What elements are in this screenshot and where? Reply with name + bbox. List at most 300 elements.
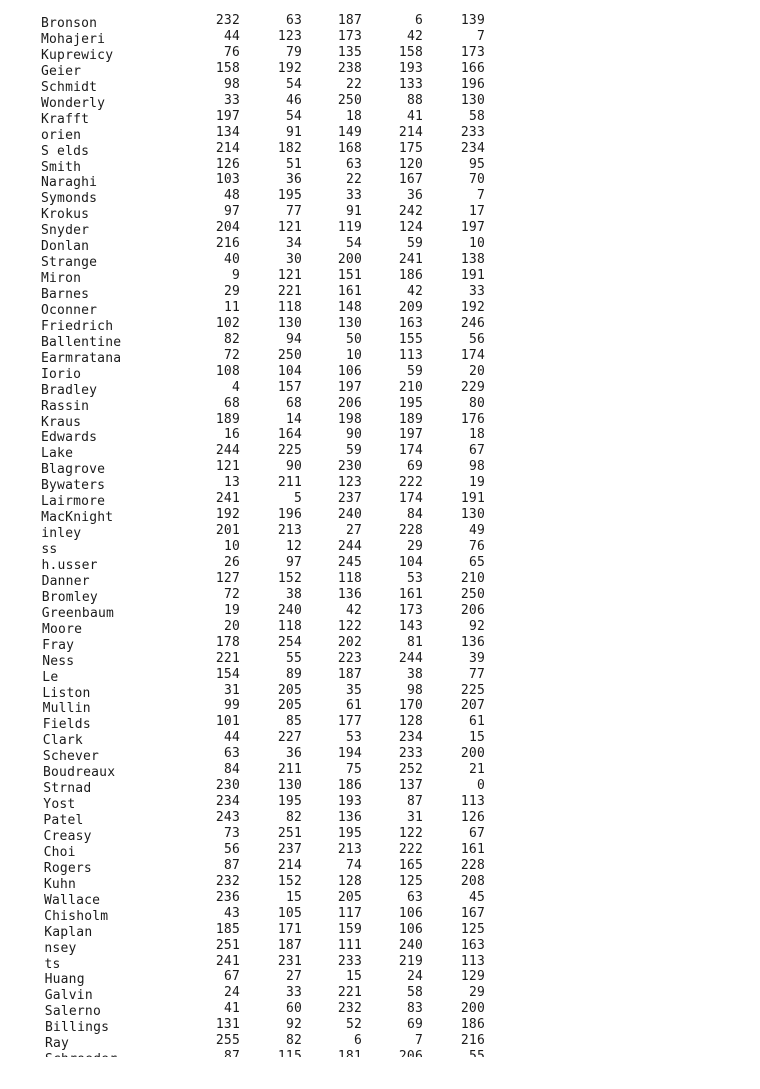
surname-cell: Strnad bbox=[43, 781, 92, 797]
surname-cell: Lairmore bbox=[41, 494, 106, 510]
surname-cell: Choi bbox=[43, 844, 76, 860]
value-cell-1: 16 bbox=[223, 427, 240, 443]
value-cell-5: 163 bbox=[460, 937, 485, 953]
value-cell-4: 167 bbox=[398, 172, 423, 188]
table-row bbox=[0, 969, 760, 988]
value-cell-5: 208 bbox=[460, 873, 485, 889]
table-row bbox=[0, 364, 760, 380]
value-cell-1: 236 bbox=[215, 889, 240, 905]
surname-cell: Kraus bbox=[41, 414, 82, 430]
value-cell-2: 130 bbox=[277, 778, 302, 794]
value-cell-5: 246 bbox=[460, 315, 485, 331]
value-cell-2: 15 bbox=[285, 889, 302, 905]
value-cell-5: 200 bbox=[460, 1001, 485, 1017]
value-cell-3: 206 bbox=[337, 395, 362, 411]
value-cell-3: 232 bbox=[337, 1001, 362, 1017]
value-cell-1: 73 bbox=[223, 825, 240, 841]
table-row bbox=[0, 1017, 760, 1036]
surname-cell: nsey bbox=[44, 940, 77, 956]
table-row bbox=[0, 667, 760, 683]
value-cell-4: 161 bbox=[398, 586, 423, 602]
value-cell-3: 223 bbox=[337, 650, 362, 666]
value-cell-4: 174 bbox=[398, 491, 423, 507]
table-row bbox=[0, 109, 760, 125]
surname-cell: Donlan bbox=[41, 239, 90, 255]
surname-cell: Bradley bbox=[41, 382, 98, 398]
value-cell-1: 48 bbox=[223, 188, 240, 204]
value-cell-4: 69 bbox=[406, 459, 423, 475]
value-cell-2: 33 bbox=[285, 985, 302, 1001]
value-cell-2: 60 bbox=[285, 1001, 302, 1017]
value-cell-2: 104 bbox=[277, 363, 302, 379]
value-cell-5: 196 bbox=[460, 76, 485, 92]
value-cell-2: 92 bbox=[285, 1017, 302, 1033]
value-cell-2: 91 bbox=[285, 124, 302, 140]
value-cell-1: 4 bbox=[231, 379, 240, 395]
value-cell-1: 10 bbox=[223, 539, 240, 554]
surname-cell: Geier bbox=[41, 63, 82, 79]
value-cell-3: 91 bbox=[345, 204, 362, 220]
value-cell-1: 97 bbox=[223, 204, 240, 220]
value-cell-5: 15 bbox=[468, 730, 485, 746]
value-cell-1: 87 bbox=[223, 857, 240, 873]
value-cell-2: 55 bbox=[285, 650, 302, 666]
value-cell-1: 244 bbox=[215, 443, 240, 459]
value-cell-1: 19 bbox=[223, 602, 240, 618]
value-cell-2: 227 bbox=[277, 730, 302, 746]
value-cell-4: 83 bbox=[406, 1001, 423, 1017]
value-cell-1: 26 bbox=[223, 555, 240, 570]
surname-cell: Yost bbox=[43, 797, 76, 813]
value-cell-4: 98 bbox=[406, 682, 423, 698]
value-cell-5: 210 bbox=[460, 570, 485, 586]
value-cell-4: 197 bbox=[398, 427, 423, 443]
value-cell-5: 250 bbox=[460, 586, 485, 602]
table-row bbox=[0, 77, 760, 93]
value-cell-3: 18 bbox=[345, 108, 362, 124]
surname-cell: ts bbox=[44, 956, 61, 972]
surname-cell: Barnes bbox=[41, 287, 90, 302]
table-row bbox=[0, 125, 760, 141]
value-cell-3: 90 bbox=[345, 427, 362, 443]
value-cell-5: 95 bbox=[468, 156, 485, 172]
value-cell-5: 21 bbox=[468, 762, 485, 778]
value-cell-1: 255 bbox=[215, 1033, 240, 1049]
value-cell-3: 136 bbox=[337, 586, 362, 602]
value-cell-4: 209 bbox=[398, 299, 423, 315]
value-cell-3: 130 bbox=[337, 315, 362, 331]
value-cell-2: 192 bbox=[277, 60, 302, 76]
surname-cell: Boudreaux bbox=[43, 765, 116, 781]
value-cell-4: 186 bbox=[398, 268, 423, 283]
value-cell-2: 211 bbox=[277, 475, 302, 491]
value-cell-5: 216 bbox=[460, 1033, 485, 1049]
value-cell-1: 243 bbox=[215, 810, 240, 825]
value-cell-5: 20 bbox=[468, 363, 485, 379]
surname-cell: Naraghi bbox=[41, 175, 98, 191]
surname-cell: ss bbox=[41, 542, 58, 557]
table-row bbox=[0, 316, 760, 332]
value-cell-5: 129 bbox=[460, 969, 485, 985]
value-cell-2: 38 bbox=[285, 586, 302, 602]
value-cell-5: 126 bbox=[460, 810, 485, 825]
table-row bbox=[0, 396, 760, 412]
value-cell-1: 84 bbox=[223, 762, 240, 778]
value-cell-1: 241 bbox=[215, 953, 240, 969]
value-cell-3: 205 bbox=[337, 889, 362, 905]
table-row bbox=[0, 459, 760, 478]
value-cell-3: 128 bbox=[337, 873, 362, 889]
value-cell-1: 126 bbox=[215, 156, 240, 172]
value-cell-1: 108 bbox=[215, 363, 240, 379]
value-cell-2: 46 bbox=[285, 92, 302, 108]
value-cell-1: 232 bbox=[215, 873, 240, 889]
value-cell-2: 54 bbox=[285, 108, 302, 124]
table-row bbox=[0, 714, 760, 733]
value-cell-3: 74 bbox=[345, 857, 362, 873]
value-cell-2: 164 bbox=[277, 427, 302, 443]
value-cell-3: 151 bbox=[337, 268, 362, 283]
value-cell-4: 170 bbox=[398, 698, 423, 714]
value-cell-1: 29 bbox=[223, 284, 240, 299]
table-row bbox=[0, 858, 760, 874]
table-row bbox=[0, 810, 760, 826]
surname-cell: Schmidt bbox=[41, 79, 98, 95]
value-cell-4: 42 bbox=[406, 284, 423, 299]
value-cell-4: 29 bbox=[406, 539, 423, 554]
value-cell-4: 233 bbox=[398, 746, 423, 762]
value-cell-3: 245 bbox=[337, 555, 362, 570]
value-cell-2: 89 bbox=[285, 666, 302, 682]
value-cell-5: 176 bbox=[460, 411, 485, 427]
value-cell-2: 118 bbox=[277, 299, 302, 315]
table-row bbox=[0, 762, 760, 781]
value-cell-2: 54 bbox=[285, 76, 302, 92]
surname-cell: Liston bbox=[42, 685, 91, 701]
value-cell-1: 13 bbox=[223, 475, 240, 491]
value-cell-4: 234 bbox=[398, 730, 423, 746]
table-row bbox=[0, 380, 760, 396]
table-row bbox=[0, 587, 760, 603]
value-cell-5: 191 bbox=[460, 268, 485, 283]
value-cell-2: 36 bbox=[285, 746, 302, 762]
value-cell-4: 87 bbox=[406, 794, 423, 810]
value-cell-3: 22 bbox=[345, 172, 362, 188]
value-cell-1: 56 bbox=[223, 841, 240, 857]
value-cell-1: 158 bbox=[215, 60, 240, 76]
value-cell-5: 173 bbox=[460, 44, 485, 60]
surname-cell: inley bbox=[41, 526, 82, 542]
value-cell-3: 33 bbox=[345, 188, 362, 204]
value-cell-1: 72 bbox=[223, 586, 240, 602]
table-row bbox=[0, 93, 760, 109]
value-cell-2: 237 bbox=[277, 841, 302, 857]
table-row bbox=[0, 157, 760, 173]
surname-cell: S elds bbox=[41, 143, 90, 159]
table-row bbox=[0, 794, 760, 813]
value-cell-4: 143 bbox=[398, 618, 423, 634]
value-cell-5: 138 bbox=[460, 252, 485, 268]
value-cell-3: 118 bbox=[337, 570, 362, 586]
value-cell-5: 61 bbox=[468, 714, 485, 730]
surname-cell: Huang bbox=[44, 972, 85, 988]
value-cell-2: 240 bbox=[277, 602, 302, 618]
table-row bbox=[0, 890, 760, 906]
value-cell-3: 213 bbox=[337, 841, 362, 857]
table-row bbox=[0, 220, 760, 239]
table-row bbox=[0, 412, 760, 428]
table-row bbox=[0, 954, 760, 970]
surname-cell: Ray bbox=[45, 1036, 70, 1052]
table-row bbox=[0, 507, 760, 526]
value-cell-2: 90 bbox=[285, 459, 302, 475]
value-cell-2: 221 bbox=[277, 284, 302, 299]
table-row bbox=[0, 778, 760, 797]
value-cell-2: 214 bbox=[277, 857, 302, 873]
value-cell-1: 76 bbox=[223, 44, 240, 60]
value-cell-2: 36 bbox=[285, 172, 302, 188]
value-cell-4: 81 bbox=[406, 634, 423, 650]
value-cell-5: 56 bbox=[468, 331, 485, 347]
value-cell-4: 155 bbox=[398, 331, 423, 347]
value-cell-1: 40 bbox=[223, 252, 240, 268]
value-cell-4: 6 bbox=[414, 13, 423, 28]
value-cell-3: 230 bbox=[337, 459, 362, 475]
value-cell-2: 211 bbox=[277, 762, 302, 778]
value-cell-4: 41 bbox=[406, 108, 423, 124]
value-cell-4: 175 bbox=[398, 140, 423, 156]
value-cell-5: 7 bbox=[476, 188, 485, 204]
value-cell-2: 12 bbox=[285, 539, 302, 554]
value-cell-4: 104 bbox=[398, 555, 423, 570]
value-cell-5: 65 bbox=[468, 555, 485, 570]
value-cell-2: 123 bbox=[277, 28, 302, 44]
value-cell-3: 15 bbox=[345, 969, 362, 985]
value-cell-1: 216 bbox=[215, 236, 240, 252]
value-cell-4: 241 bbox=[398, 252, 423, 268]
value-cell-5: 7 bbox=[476, 28, 485, 44]
value-cell-5: 33 bbox=[468, 284, 485, 299]
value-cell-4: 193 bbox=[398, 60, 423, 76]
surname-cell: Kaplan bbox=[44, 924, 93, 940]
value-cell-3: 221 bbox=[337, 985, 362, 1001]
value-cell-1: 31 bbox=[223, 682, 240, 698]
value-cell-4: 59 bbox=[406, 363, 423, 379]
table-row bbox=[0, 603, 760, 619]
value-cell-2: 118 bbox=[277, 618, 302, 634]
value-cell-3: 22 bbox=[345, 76, 362, 92]
value-cell-5: 18 bbox=[468, 427, 485, 443]
value-cell-2: 68 bbox=[285, 395, 302, 411]
surname-cell: Miron bbox=[41, 271, 82, 286]
value-cell-4: 38 bbox=[406, 666, 423, 682]
surname-cell: Rassin bbox=[41, 398, 90, 414]
table-row bbox=[0, 746, 760, 765]
value-cell-5: 161 bbox=[460, 841, 485, 857]
value-cell-3: 75 bbox=[345, 762, 362, 778]
value-cell-5: 192 bbox=[460, 299, 485, 315]
surname-cell: Strange bbox=[41, 255, 98, 271]
value-cell-5: 19 bbox=[468, 475, 485, 491]
value-cell-2: 213 bbox=[277, 523, 302, 539]
value-cell-2: 94 bbox=[285, 331, 302, 347]
surname-cell: Smith bbox=[41, 159, 82, 175]
value-cell-2: 196 bbox=[277, 507, 302, 523]
value-cell-5: 113 bbox=[460, 953, 485, 969]
table-row bbox=[0, 906, 760, 922]
value-cell-1: 67 bbox=[223, 969, 240, 985]
value-cell-3: 117 bbox=[337, 905, 362, 921]
value-cell-3: 159 bbox=[337, 921, 362, 937]
value-cell-3: 106 bbox=[337, 363, 362, 379]
value-cell-2: 157 bbox=[277, 379, 302, 395]
table-row bbox=[0, 730, 760, 749]
value-cell-4: 125 bbox=[398, 873, 423, 889]
table-row bbox=[0, 252, 760, 271]
surname-cell: Edwards bbox=[41, 430, 98, 446]
value-cell-5: 76 bbox=[468, 539, 485, 554]
value-cell-3: 198 bbox=[337, 411, 362, 427]
value-cell-2: 152 bbox=[277, 873, 302, 889]
value-cell-5: 92 bbox=[468, 618, 485, 634]
value-cell-5: 197 bbox=[460, 220, 485, 236]
value-cell-3: 233 bbox=[337, 953, 362, 969]
value-cell-4: 58 bbox=[406, 985, 423, 1001]
surname-cell: Lake bbox=[41, 446, 74, 462]
value-cell-5: 0 bbox=[476, 778, 485, 794]
value-cell-1: 41 bbox=[223, 1001, 240, 1017]
value-cell-3: 194 bbox=[337, 746, 362, 762]
value-cell-2: 225 bbox=[277, 443, 302, 459]
value-cell-1: 99 bbox=[223, 698, 240, 714]
surname-cell: Blagrove bbox=[41, 462, 106, 478]
value-cell-5: 49 bbox=[468, 523, 485, 539]
surname-cell: Mohajeri bbox=[41, 31, 106, 47]
table-row bbox=[0, 172, 760, 191]
value-cell-1: 230 bbox=[215, 778, 240, 794]
value-cell-5: 77 bbox=[468, 666, 485, 682]
value-cell-1: 131 bbox=[215, 1017, 240, 1033]
value-cell-5: 167 bbox=[460, 905, 485, 921]
value-cell-2: 195 bbox=[277, 188, 302, 204]
value-cell-5: 207 bbox=[460, 698, 485, 714]
value-cell-3: 240 bbox=[337, 507, 362, 523]
value-cell-5: 200 bbox=[460, 746, 485, 762]
value-cell-4: 88 bbox=[406, 92, 423, 108]
surname-cell: Snyder bbox=[41, 223, 90, 239]
value-cell-4: 124 bbox=[398, 220, 423, 236]
surname-cell: Oconner bbox=[41, 302, 98, 318]
surname-cell: Patel bbox=[43, 813, 84, 828]
surname-cell: Krokus bbox=[41, 207, 90, 223]
value-cell-2: 77 bbox=[285, 204, 302, 220]
value-cell-5: 233 bbox=[460, 124, 485, 140]
value-cell-3: 136 bbox=[337, 810, 362, 825]
surname-cell: MacKnight bbox=[41, 510, 114, 526]
value-cell-2: 121 bbox=[277, 268, 302, 283]
surname-cell: Friedrich bbox=[41, 318, 114, 334]
table-row bbox=[0, 141, 760, 157]
value-cell-2: 182 bbox=[277, 140, 302, 156]
value-cell-1: 251 bbox=[215, 937, 240, 953]
value-cell-2: 121 bbox=[277, 220, 302, 236]
value-cell-5: 67 bbox=[468, 825, 485, 841]
table-row bbox=[0, 985, 760, 1004]
surname-cell: Ballentine bbox=[41, 334, 122, 350]
table-row bbox=[0, 332, 760, 348]
value-cell-4: 7 bbox=[414, 1033, 423, 1049]
value-cell-4: 240 bbox=[398, 937, 423, 953]
value-cell-1: 197 bbox=[215, 108, 240, 124]
value-cell-3: 148 bbox=[337, 299, 362, 315]
value-cell-3: 200 bbox=[337, 252, 362, 268]
value-cell-4: 252 bbox=[398, 762, 423, 778]
value-cell-5: 98 bbox=[468, 459, 485, 475]
surname-cell: Salerno bbox=[44, 1004, 101, 1020]
value-cell-2: 34 bbox=[285, 236, 302, 252]
value-cell-1: 241 bbox=[215, 491, 240, 507]
value-cell-1: 154 bbox=[215, 666, 240, 682]
value-cell-4: 63 bbox=[406, 889, 423, 905]
table-row bbox=[0, 491, 760, 510]
value-cell-1: 103 bbox=[215, 172, 240, 188]
value-cell-4: 210 bbox=[398, 379, 423, 395]
value-cell-1: 185 bbox=[215, 921, 240, 937]
table-row bbox=[0, 555, 760, 571]
table-row bbox=[0, 698, 760, 717]
value-cell-2: 187 bbox=[277, 937, 302, 953]
value-cell-3: 6 bbox=[353, 1033, 362, 1049]
table-row bbox=[0, 683, 760, 699]
value-cell-5: 234 bbox=[460, 140, 485, 156]
value-cell-1: 33 bbox=[223, 92, 240, 108]
table-row bbox=[0, 571, 760, 587]
value-cell-3: 149 bbox=[337, 124, 362, 140]
value-cell-2: 82 bbox=[285, 1033, 302, 1049]
value-cell-4: 137 bbox=[398, 778, 423, 794]
value-cell-4: 24 bbox=[406, 969, 423, 985]
table-row bbox=[0, 922, 760, 938]
value-cell-3: 244 bbox=[337, 539, 362, 554]
surname-cell: Mullin bbox=[42, 701, 91, 717]
value-cell-5: 67 bbox=[468, 443, 485, 459]
value-cell-1: 214 bbox=[215, 140, 240, 156]
table-row bbox=[0, 826, 760, 842]
value-cell-2: 231 bbox=[277, 953, 302, 969]
table-row bbox=[0, 874, 760, 890]
value-cell-4: 195 bbox=[398, 395, 423, 411]
value-cell-1: 232 bbox=[215, 13, 240, 28]
value-cell-4: 222 bbox=[398, 841, 423, 857]
surname-cell: Kuprewicy bbox=[41, 47, 114, 63]
value-cell-5: 206 bbox=[460, 602, 485, 618]
value-cell-3: 195 bbox=[337, 825, 362, 841]
surname-cell: Rogers bbox=[43, 860, 92, 876]
value-cell-5: 45 bbox=[468, 889, 485, 905]
value-cell-4: 219 bbox=[398, 953, 423, 969]
surname-cell: Billings bbox=[45, 1020, 110, 1036]
value-cell-2: 82 bbox=[285, 810, 302, 825]
value-cell-4: 128 bbox=[398, 714, 423, 730]
table-row bbox=[0, 348, 760, 364]
value-cell-4: 106 bbox=[398, 905, 423, 921]
surname-cell: Fray bbox=[42, 637, 75, 653]
value-cell-5: 10 bbox=[468, 236, 485, 252]
value-cell-5: 139 bbox=[460, 13, 485, 28]
value-cell-5: 80 bbox=[468, 395, 485, 411]
value-cell-1: 43 bbox=[223, 905, 240, 921]
value-cell-4: 163 bbox=[398, 315, 423, 331]
